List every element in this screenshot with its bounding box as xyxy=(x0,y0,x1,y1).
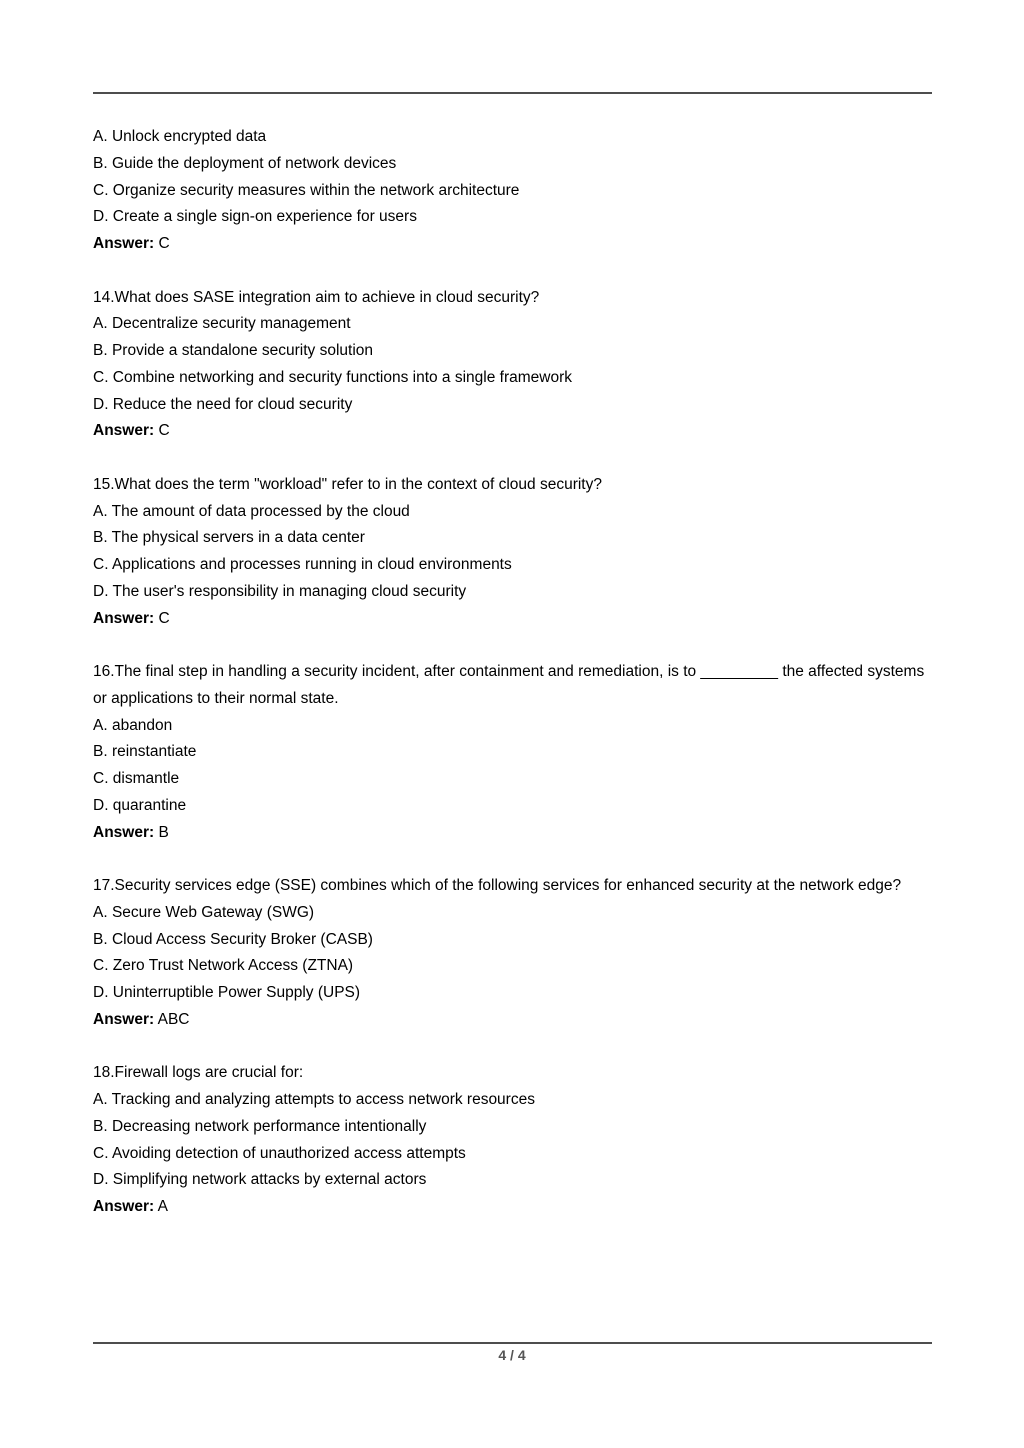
option-d: D. Uninterruptible Power Supply (UPS) xyxy=(93,984,361,1001)
question-block xyxy=(93,873,933,1034)
option-a: A. abandon xyxy=(93,716,173,734)
option-a: A. Tracking and analyzing attempts to access network resources xyxy=(93,1091,535,1108)
header-divider xyxy=(93,92,932,94)
option-b: B. reinstantiate xyxy=(93,743,197,761)
option-a: A. The amount of data processed by the cloud xyxy=(93,502,410,520)
answer-line xyxy=(93,606,933,633)
question-block xyxy=(93,285,933,446)
question-text: 18.Firewall logs are crucial for: xyxy=(93,1064,304,1082)
answer-label: Answer: xyxy=(93,422,155,440)
option-c: C. Organize security measures within the network architecture xyxy=(93,181,520,199)
option-b: B. Provide a standalone security solution xyxy=(93,342,374,359)
answer-value: B xyxy=(158,823,169,841)
answer-line xyxy=(93,231,933,258)
answer-label: Answer: xyxy=(93,823,155,841)
question-text: 14.What does SASE integration aim to achieve in cloud security? xyxy=(93,288,540,306)
question-text: 16.The final step in handling a security incident, after containment and remediation, is to _________ the affected systems or applications to their normal state. xyxy=(93,663,925,707)
answer-label: Answer: xyxy=(93,1198,155,1215)
question-block xyxy=(93,124,933,258)
option-a: A. Unlock encrypted data xyxy=(93,128,267,145)
answer-value: A xyxy=(157,1198,168,1215)
footer-divider xyxy=(93,1342,932,1344)
option-d: D. Create a single sign-on experience for users xyxy=(93,208,417,226)
option-c: C. Combine networking and security functions into a single framework xyxy=(93,368,573,386)
answer-value: C xyxy=(158,235,170,252)
question-block xyxy=(93,1060,933,1221)
question-block xyxy=(93,472,933,633)
option-b: B. Cloud Access Security Broker (CASB) xyxy=(93,930,373,948)
answer-label: Answer: xyxy=(93,609,155,627)
answer-value: C xyxy=(158,609,170,627)
answer-label: Answer: xyxy=(93,235,155,252)
question-block xyxy=(93,659,933,846)
page-number: 4 / 4 xyxy=(498,1347,526,1363)
option-d: D. quarantine xyxy=(93,796,187,814)
option-c: C. dismantle xyxy=(93,770,180,787)
option-a: A. Secure Web Gateway (SWG) xyxy=(93,903,315,921)
answer-value: ABC xyxy=(157,1010,190,1028)
answer-value: C xyxy=(158,422,170,440)
questions-area xyxy=(93,124,933,1248)
option-d: D. Simplifying network attacks by external actors xyxy=(93,1171,427,1189)
question-text: 17.Security services edge (SSE) combines which of the following services for enhanced security at the network edge? xyxy=(93,877,902,894)
option-d: D. The user's responsibility in managing cloud security xyxy=(93,582,467,600)
question-text: 15.What does the term "workload" refer to in the context of cloud security? xyxy=(93,475,602,493)
answer-line xyxy=(93,1007,933,1034)
option-b: B. The physical servers in a data center xyxy=(93,529,365,547)
answer-line xyxy=(93,820,933,847)
option-a: A. Decentralize security management xyxy=(93,315,351,333)
option-d: D. Reduce the need for cloud security xyxy=(93,395,353,413)
answer-line xyxy=(93,418,933,445)
option-c: C. Applications and processes running in cloud environments xyxy=(93,556,512,573)
option-b: B. Guide the deployment of network devices xyxy=(93,154,397,172)
option-b: B. Decreasing network performance intentionally xyxy=(93,1117,427,1135)
option-c: C. Avoiding detection of unauthorized access attempts xyxy=(93,1144,466,1162)
answer-line xyxy=(93,1194,933,1221)
option-c: C. Zero Trust Network Access (ZTNA) xyxy=(93,957,354,975)
answer-label: Answer: xyxy=(93,1010,155,1028)
